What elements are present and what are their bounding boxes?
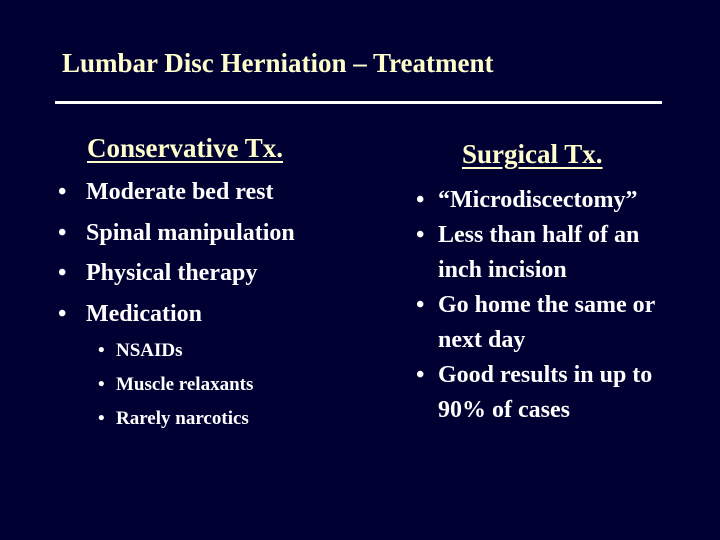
conservative-item-bed-rest: Moderate bed rest [86,179,274,205]
conservative-item-medication: Medication [86,300,202,327]
surgical-item-go-home-line2: next day [438,327,526,353]
subitem-nsaids: NSAIDs [116,340,183,361]
surgical-heading: Surgical Tx. [462,139,603,169]
surgical-item-results-line1: Good results in up to [438,362,653,388]
bullet-icon: • [58,260,67,286]
surgical-item-microdiscectomy: “Microdiscectomy” [438,187,638,213]
list-item [416,218,655,288]
bullet-icon: • [98,374,105,395]
surgical-item-incision-line1: Less than half of an [438,222,640,248]
list-item [58,213,295,254]
subitem-muscle-relaxants: Muscle relaxants [116,374,254,395]
list-item [416,358,655,428]
surgical-item-go-home-line1: Go home the same or [438,292,656,318]
title-divider [55,101,662,104]
bullet-icon: • [98,408,105,429]
list-item [98,334,253,368]
conservative-heading: Conservative Tx. [87,133,283,163]
subitem-rarely-narcotics: Rarely narcotics [116,408,249,429]
list-item [416,183,655,218]
bullet-icon: • [416,292,425,318]
bullet-icon: • [58,179,67,205]
surgical-item-incision-line2: inch incision [438,257,567,283]
conservative-item-physical-therapy: Physical therapy [86,260,258,286]
list-item [416,288,656,358]
conservative-list [58,172,295,334]
list-item [58,172,295,213]
list-item [98,368,254,402]
bullet-icon: • [416,222,425,248]
list-item [58,253,295,294]
conservative-item-spinal-manipulation: Spinal manipulation [86,219,295,246]
slide-title: Lumbar Disc Herniation – Treatment [62,48,494,78]
bullet-icon: • [98,340,105,361]
medication-sublist [98,334,254,436]
list-item [58,294,295,335]
bullet-icon: • [58,219,67,246]
bullet-icon: • [416,187,425,213]
bullet-icon: • [58,300,67,327]
surgical-list [416,183,656,428]
bullet-icon: • [416,362,425,388]
list-item [98,402,253,436]
surgical-item-results-line2: 90% of cases [438,397,570,423]
